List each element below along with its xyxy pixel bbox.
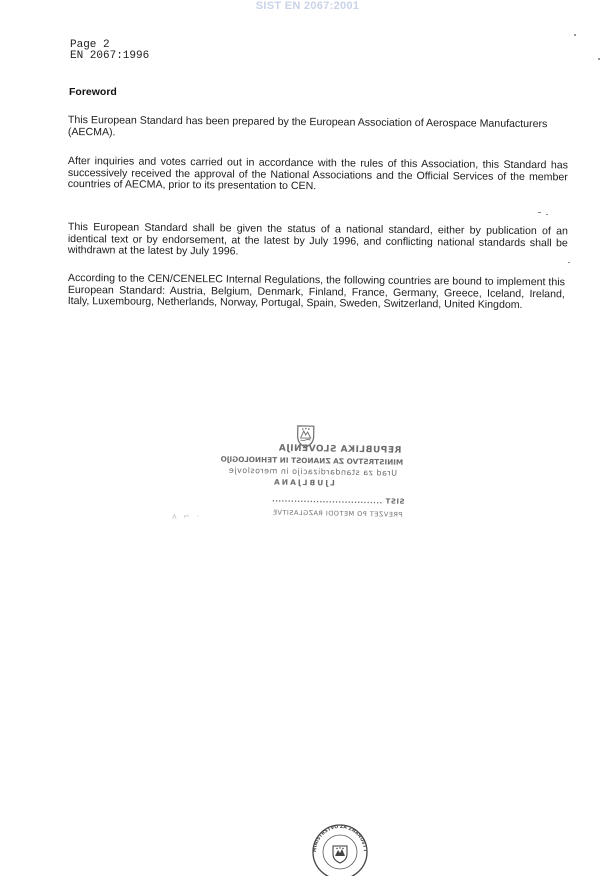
- stamp-line-adoption: PREVZET PO METODI RAZGLASITVE: [272, 508, 403, 519]
- stamp-line-office: Urad za standardizacijo in meroslovje: [228, 465, 398, 478]
- official-seal-icon: [306, 818, 374, 876]
- scan-speck: [546, 214, 548, 215]
- stamp-line-sist-number: SIST ...................................: [271, 495, 405, 506]
- foreword-paragraph-3: This European Standard shall be given the status of a national standard, either by publication of an identical text or by endorsement, at the latest by July 1996, and conflicting national standards shall be withdrawn at the latest by July 1996.: [67, 221, 568, 258]
- stamp-line-city: LJUBLJANA: [271, 477, 335, 488]
- faint-stamp-mark: ʌ ⌐ ·: [172, 512, 202, 521]
- scan-speck: [568, 262, 570, 263]
- scan-speck: [574, 34, 576, 36]
- scan-speck: [598, 58, 600, 60]
- document-watermark: SIST EN 2067:2001: [255, 0, 360, 12]
- document-number: EN 2067:1996: [70, 50, 150, 62]
- official-stamp: [200, 422, 405, 525]
- seal-text: MINISTRSTVO ZA ZNANOST I: [312, 824, 367, 853]
- stamp-line-ministry: MINISTRSTVO ZA ZNANOST IN TEHNOLOGIJO: [220, 454, 404, 467]
- stamp-line-republic: REPUBLIKA SLOVENIJA: [278, 443, 402, 456]
- foreword-paragraph-4: According to the CEN/CENELEC Internal Regulations, the following countries are bound to implement this European Standard: Austria, Belgium, Denmark, Finland, France, Germany, Greece, Iceland, Ireland, Italy, Luxembourg, Netherlands, Norway, Portugal, Spain, Sweden, Switzerland, United Kingdom.: [67, 272, 565, 311]
- page-header: [70, 40, 149, 62]
- page-number: Page 2: [70, 39, 110, 51]
- foreword-heading: Foreword: [69, 86, 117, 98]
- foreword-paragraph-2: After inquiries and votes carried out in accordance with the rules of this Association, this Standard has successively received the approval of the National Associations and the Official Services of the member countries of AECMA, prior to its presentation to CEN.: [67, 155, 568, 193]
- foreword-paragraph-1: This European Standard has been prepared by the European Association of Aerospace Manufacturers (AECMA).: [67, 114, 548, 138]
- scan-speck: [538, 212, 541, 213]
